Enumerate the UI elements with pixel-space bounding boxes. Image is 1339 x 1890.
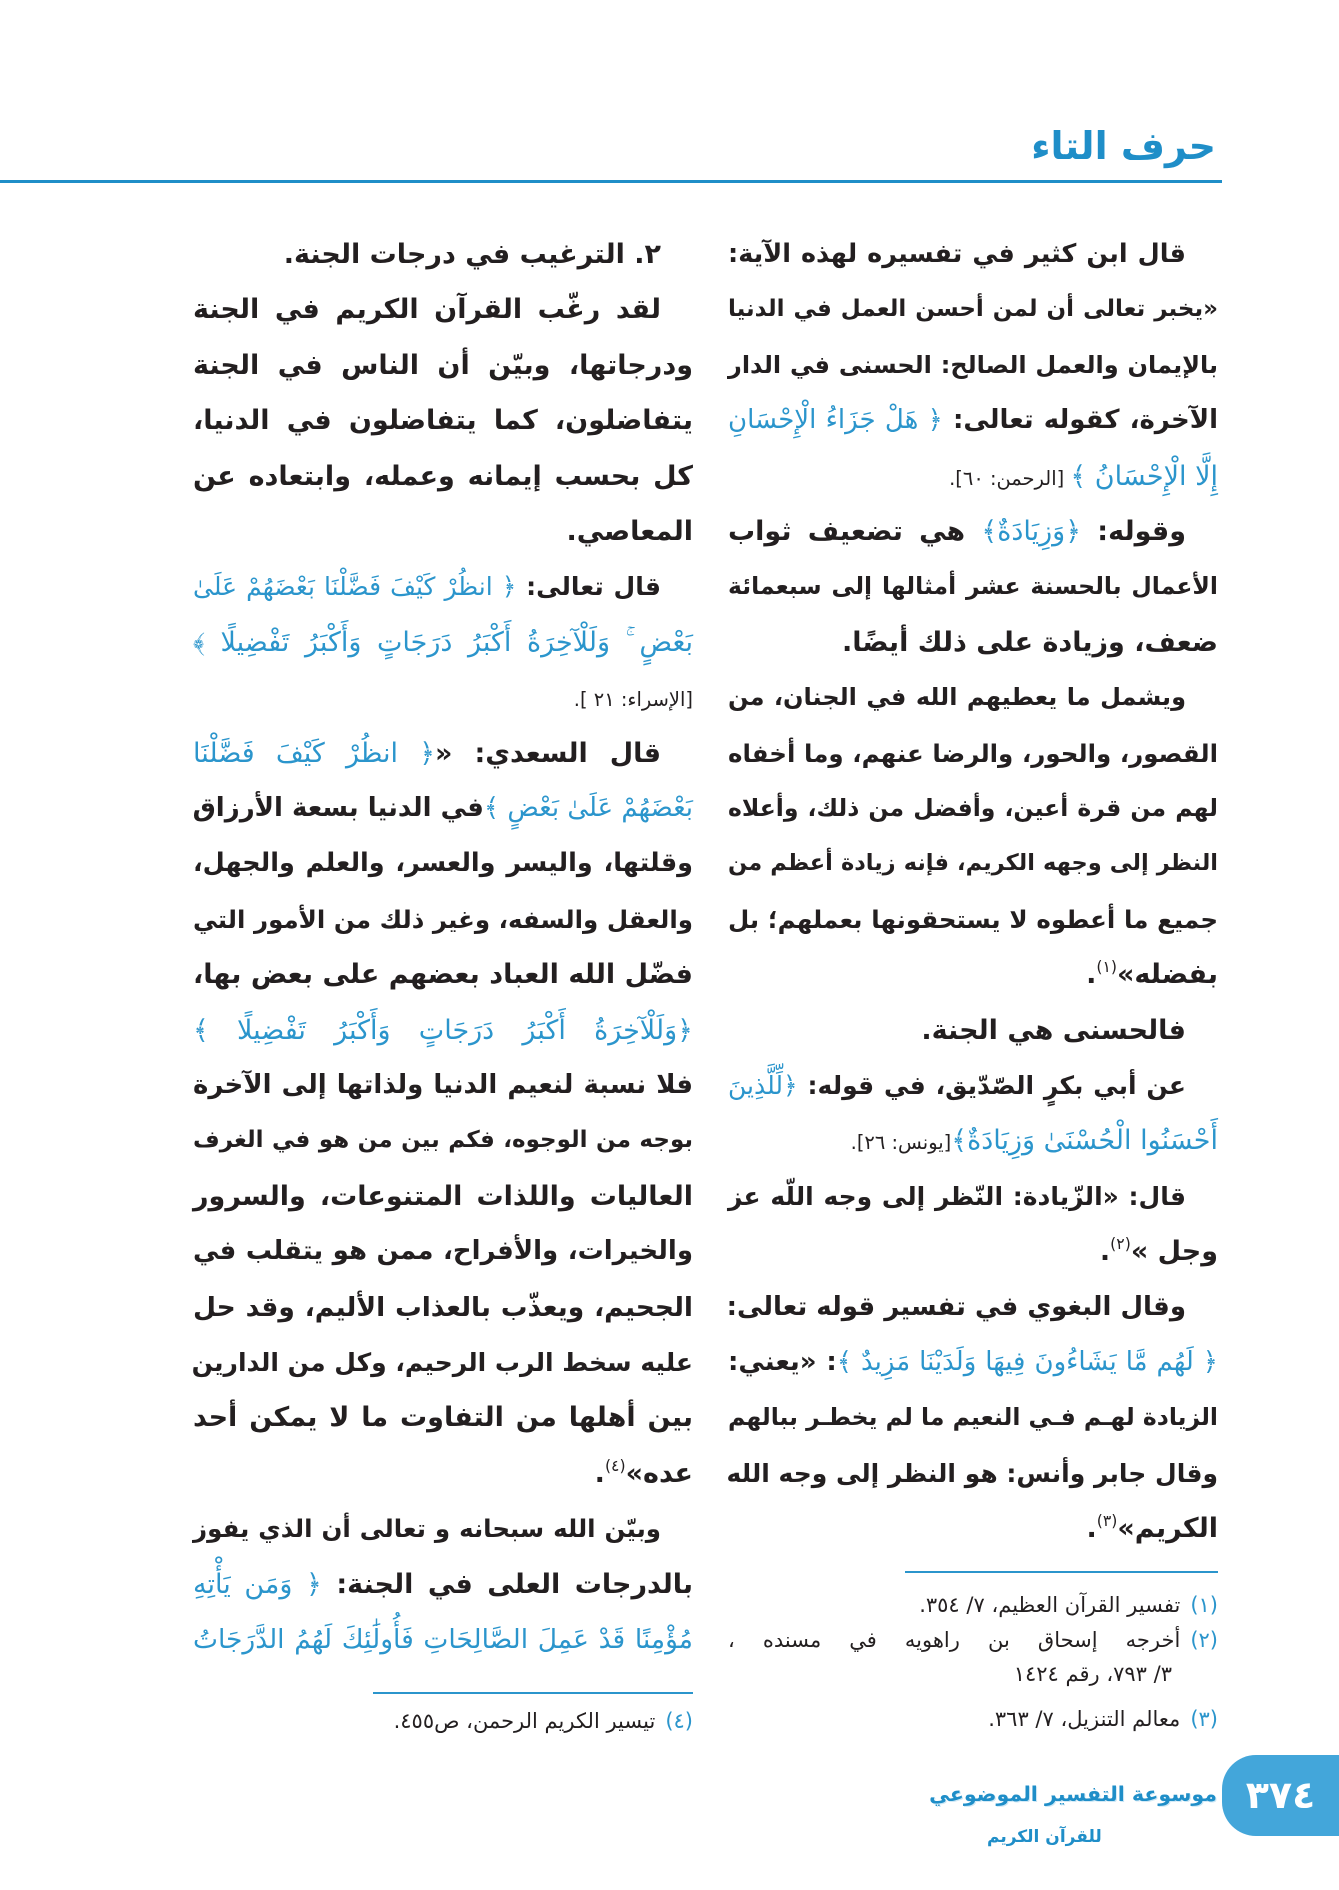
paragraph-line: [728, 1224, 1218, 1279]
paragraph-line: [193, 559, 693, 614]
verse-text: أَحْسَنُوا الْحُسْنَىٰ وَزِيَادَةٌ﴾: [951, 1125, 1218, 1156]
paragraph-line: [728, 726, 1218, 781]
body-text: .: [1099, 1236, 1111, 1267]
paragraph-line: [728, 1169, 1218, 1224]
verse-text: بَعْضٍ ۚ وَلَلْآخِرَةُ أَكْبَرُ دَرَجَاتٍ وَأَكْبَرُ تَفْضِيلًا ﴾: [193, 627, 693, 658]
footnote-text: تفسير القرآن العظيم، ٧/ ٣٥٤.: [919, 1593, 1181, 1617]
footnote: [193, 1704, 693, 1738]
body-text: ودرجاتها، وبيّن أن الناس في الجنة: [193, 350, 693, 381]
paragraph-line: [193, 1169, 693, 1224]
body-text: الأعمال بالحسنة عشر أمثالها إلى سبعمائة: [728, 572, 1218, 600]
footnote-number: (١): [1190, 1593, 1218, 1617]
body-text: والخيرات، والأفراح، ممن هو يتقلب في: [193, 1236, 693, 1266]
paragraph-line: [728, 449, 1218, 504]
paragraph-line: [193, 1058, 693, 1113]
footnote-number: (٣): [1190, 1707, 1218, 1731]
verse-citation: [يونس: ٢٦].: [850, 1131, 952, 1154]
body-text: فالحسنى هي الجنة.: [921, 1015, 1186, 1046]
header-rule: [0, 180, 1222, 183]
verse-citation: [الإسراء: ٢١ ].: [573, 688, 693, 711]
paragraph-line: [728, 615, 1218, 670]
paragraph-line: [728, 393, 1218, 448]
verse-text: إِلَّا الْإِحْسَانُ ﴾: [1070, 461, 1218, 492]
body-text: : «يعني:: [728, 1347, 837, 1377]
footnote-marker: (٣): [1096, 1511, 1118, 1531]
paragraph-line: [193, 947, 693, 1002]
paragraph-line: [728, 1335, 1218, 1390]
left-column: [193, 227, 693, 1667]
paragraph-line: [728, 1446, 1218, 1501]
body-text: في الدنيا بسعة الأرزاق: [192, 793, 484, 823]
body-text: وجل »: [1130, 1236, 1218, 1267]
chapter-title: حرف التاء: [1031, 124, 1216, 168]
body-text: بوجه من الوجوه، فكم بين من هو في الغرف: [193, 1127, 693, 1153]
paragraph-line: [193, 726, 693, 781]
paragraph-line: [193, 1113, 693, 1168]
body-text: قال تعالى:: [516, 572, 661, 601]
paragraph-line: [728, 338, 1218, 393]
encyclopedia-logo: [927, 1764, 1219, 1862]
body-text: وقال البغوي في تفسير قوله تعالى:: [726, 1292, 1186, 1322]
paragraph-line: [193, 1280, 693, 1335]
paragraph-line: [193, 393, 693, 448]
body-text: «يخبر تعالى أن لمن أحسن العمل في الدنيا: [728, 296, 1218, 322]
verse-citation: [الرحمن: ٦٠].: [949, 467, 1071, 490]
logo-title: موسوعة التفسير الموضوعي: [929, 1782, 1217, 1806]
verse-text: ﴿ هَلْ جَزَاءُ الْإِحْسَانِ: [728, 405, 943, 435]
right-column: [728, 227, 1218, 1567]
paragraph-line: [728, 670, 1218, 725]
logo-subtitle: للقرآن الكريم: [987, 1827, 1102, 1847]
footnote-rule: [373, 1692, 693, 1694]
body-text: القصور، والحور، والرضا عنهم، وما أخفاه: [728, 739, 1218, 768]
body-text: فضّل الله العباد بعضهم على بعض بها،: [193, 959, 693, 990]
paragraph-line: [728, 1113, 1218, 1168]
footnote: [728, 1588, 1218, 1622]
verse-text: ﴿ انظُرْ كَيْفَ فَضَّلْنَا: [193, 738, 436, 769]
paragraph-line: [728, 892, 1218, 947]
body-text: قال ابن كثير في تفسيره لهذه الآية:: [728, 239, 1186, 269]
paragraph-line: [728, 559, 1218, 614]
verse-text: ﴿وَلَلْآخِرَةُ أَكْبَرُ دَرَجَاتٍ وَأَكْبَرُ تَفْضِيلًا ﴾: [193, 1015, 693, 1046]
footnote: [728, 1702, 1218, 1736]
footnote-marker: (٢): [1110, 1234, 1131, 1254]
body-text: عده»: [625, 1458, 693, 1489]
body-text: ضعف، وزيادة على ذلك أيضًا.: [841, 627, 1218, 658]
verse-text: ﴿لِّلَّذِينَ: [728, 1071, 798, 1100]
body-text: قال السعدي: «: [435, 738, 661, 769]
footnote-number: (٤): [665, 1709, 693, 1733]
body-text: قال: «الزّيادة: النّظر إلى وجه اللّه عز: [728, 1182, 1186, 1211]
verse-text: ﴿ لَهُم مَّا يَشَاءُونَ فِيهَا وَلَدَيْنَا مَزِيدٌ ﴾: [836, 1347, 1219, 1377]
body-text: بين أهلها من التفاوت ما لا يمكن أحد: [193, 1402, 693, 1433]
paragraph-line: [193, 781, 693, 836]
body-text: الزيادة لهـم فـي النعيم ما لم يخطـر ببالهم: [727, 1403, 1218, 1431]
paragraph-line: [193, 892, 693, 947]
paragraph-line: [728, 282, 1218, 337]
paragraph-line: [728, 504, 1218, 559]
body-text: .: [594, 1458, 605, 1489]
body-text: لهم من قرة أعين، وأفضل من ذلك، وأعلاه: [728, 794, 1218, 822]
heading-text: ٢. الترغيب في درجات الجنة.: [283, 239, 661, 270]
paragraph-line: [193, 282, 693, 337]
body-text: ويشمل ما يعطيهم الله في الجنان، من: [728, 683, 1186, 711]
body-text: لقد رغّب القرآن الكريم في الجنة: [193, 294, 661, 325]
body-text: وبيّن الله سبحانه و تعالى أن الذي يفوز: [193, 1514, 661, 1543]
body-text: عن أبي بكرٍ الصّدّيق، في قوله:: [797, 1071, 1186, 1100]
verse-text: بَعْضَهُمْ عَلَىٰ بَعْضٍ ﴾: [483, 793, 693, 823]
paragraph-line: [193, 1003, 693, 1058]
footnote: [728, 1623, 1218, 1657]
footnote-text: أخرجه إسحاق بن راهويه في مسنده ،: [728, 1628, 1181, 1652]
footnote-text: معالم التنزيل، ٧/ ٣٦٣.: [988, 1707, 1181, 1731]
footnote-text: ٣/ ٧٩٣، رقم ١٤٢٤: [1013, 1662, 1172, 1686]
paragraph-line: [193, 1390, 693, 1445]
body-text: المعاصي.: [566, 516, 693, 547]
footnote-continuation: [728, 1657, 1218, 1691]
paragraph-line: [728, 1390, 1218, 1445]
paragraph-line: [728, 1501, 1218, 1556]
paragraph-line: [193, 1501, 693, 1556]
paragraph-line: [193, 615, 693, 670]
body-text: هي تضعيف ثواب: [728, 516, 982, 547]
paragraph-line: [193, 1224, 693, 1279]
paragraph-line: [193, 504, 693, 559]
body-text: الآخرة، كقوله تعالى:: [942, 405, 1218, 435]
footnote-marker: (١): [1096, 957, 1117, 977]
body-text: كل بحسب إيمانه وعمله، وابتعاده عن: [193, 461, 693, 492]
body-text: بالدرجات العلى في الجنة:: [321, 1569, 693, 1600]
body-text: يتفاضلون، كما يتفاضلون في الدنيا،: [193, 405, 693, 436]
paragraph-line: [728, 1280, 1218, 1335]
paragraph-line: [193, 836, 693, 891]
paragraph-line: [728, 1058, 1218, 1113]
body-text: الجحيم، ويعذّب بالعذاب الأليم، وقد حل: [193, 1292, 693, 1323]
paragraph-line: [728, 227, 1218, 282]
body-text: وقوله:: [1081, 516, 1186, 547]
footnote-marker: (٤): [604, 1456, 626, 1476]
paragraph-line: [193, 1612, 693, 1667]
verse-text: مُؤْمِنًا قَدْ عَمِلَ الصَّالِحَاتِ فَأُولَٰئِكَ لَهُمُ الدَّرَجَاتُ: [193, 1624, 693, 1655]
footnote-number: (٢): [1190, 1628, 1218, 1652]
paragraph-line: [728, 836, 1218, 891]
paragraph-line: [193, 338, 693, 393]
footnote-text: تيسير الكريم الرحمن، ص٤٥٥.: [393, 1709, 656, 1733]
body-text: والعقل والسفه، وغير ذلك من الأمور التي: [193, 905, 693, 934]
body-text: الكريم»: [1117, 1513, 1218, 1544]
paragraph-line: [193, 1446, 693, 1501]
paragraph-line: [193, 449, 693, 504]
body-text: بالإيمان والعمل الصالح: الحسنى في الدار: [728, 351, 1218, 379]
paragraph-line: [193, 1557, 693, 1612]
body-text: جميع ما أعطوه لا يستحقونها بعملهم؛ بل: [728, 905, 1218, 934]
paragraph-line: [193, 670, 693, 725]
body-text: .: [1086, 1513, 1097, 1544]
verse-text: ﴿وَزِيَادَةٌ﴾: [981, 516, 1082, 547]
body-text: العاليات واللذات المتنوعات، والسرور: [193, 1181, 693, 1212]
page-number: ٣٧٤: [1222, 1755, 1339, 1836]
body-text: وقلتها، واليسر والعسر، والعلم والجهل،: [193, 848, 693, 878]
paragraph-line: [193, 1335, 693, 1390]
verse-text: ﴿ وَمَن يَأْتِهِ: [193, 1569, 322, 1600]
paragraph-line: [728, 781, 1218, 836]
body-text: النظر إلى وجهه الكريم، فإنه زيادة أعظم من: [728, 850, 1218, 876]
paragraph-line: [728, 947, 1218, 1002]
section-heading: [193, 227, 693, 282]
paragraph-line: [728, 1003, 1218, 1058]
body-text: بفضله»: [1116, 959, 1218, 990]
body-text: عليه سخط الرب الرحيم، وكل من الدارين: [191, 1348, 693, 1377]
body-text: فلا نسبة لنعيم الدنيا ولذاتها إلى الآخرة: [193, 1070, 693, 1100]
verse-text: ﴿ انظُرْ كَيْفَ فَضَّلْنَا بَعْضَهُمْ عَلَىٰ: [193, 572, 517, 601]
footnote-rule: [905, 1571, 1218, 1573]
body-text: وقال جابر وأنس: هو النظر إلى وجه الله: [726, 1459, 1218, 1488]
body-text: .: [1086, 959, 1097, 990]
